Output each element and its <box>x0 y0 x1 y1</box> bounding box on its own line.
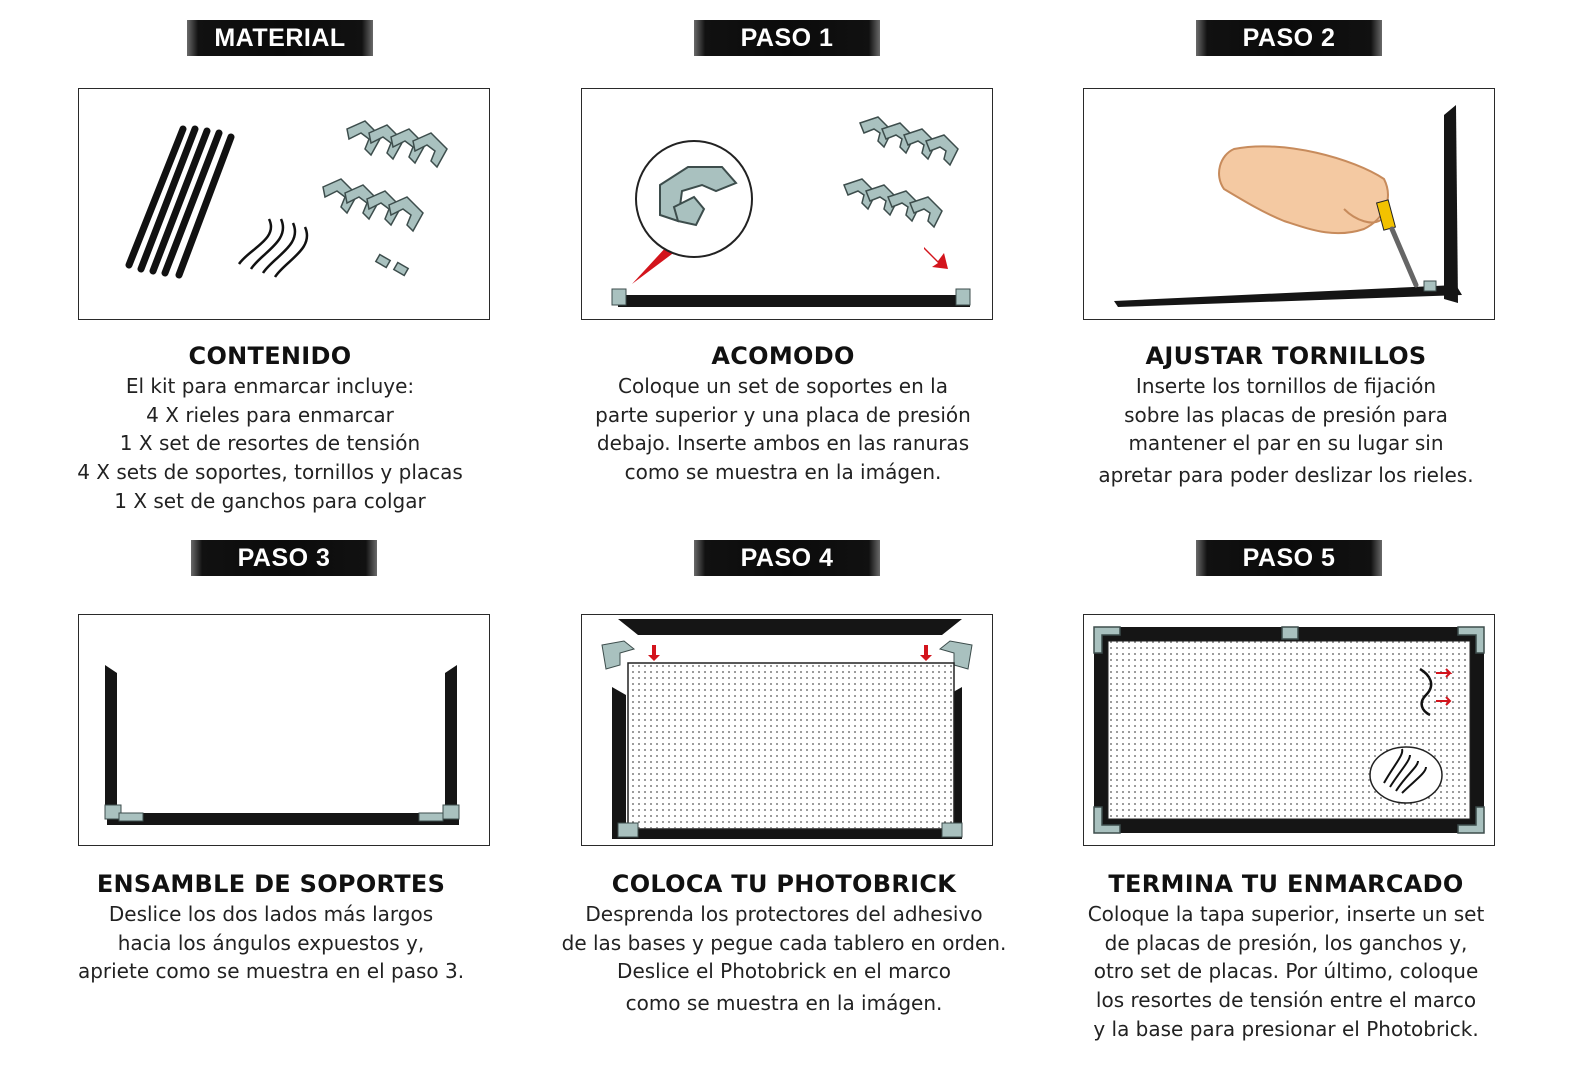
section-title: CONTENIDO <box>188 342 352 370</box>
description-line: Desprenda los protectores del adhesivo <box>585 902 983 926</box>
section-title: AJUSTAR TORNILLOS <box>1145 342 1427 370</box>
description-line: apriete como se muestra en el paso 3. <box>77 959 465 984</box>
section-badge: PASO 4 <box>694 540 880 576</box>
description-line: Coloque un set de soportes en la <box>618 374 948 398</box>
description-line: como se muestra en la imágen. <box>624 460 942 485</box>
illustration-panel <box>581 614 993 846</box>
description-line: parte superior y una placa de presión <box>595 402 971 427</box>
bracket-assembly-illustration <box>79 615 489 845</box>
description-line: Deslice los dos lados más largos <box>108 902 434 926</box>
illustration-panel <box>78 614 490 846</box>
section-badge: PASO 1 <box>694 20 880 56</box>
description-line: otro set de placas. Por último, coloque <box>1093 959 1479 984</box>
description-line: 1 X set de ganchos para colgar <box>114 488 426 513</box>
section-description <box>533 900 1035 1018</box>
description-line: El kit para enmarcar incluye: <box>125 374 415 398</box>
placement-illustration <box>582 89 992 319</box>
screwdriver-illustration <box>1084 89 1494 319</box>
finished-frame-illustration <box>1084 615 1494 845</box>
illustration-panel <box>1083 88 1495 320</box>
illustration-panel <box>1083 614 1495 846</box>
section-description <box>533 372 1033 487</box>
description-line: los resortes de tensión entre el marco <box>1095 988 1477 1013</box>
description-line: debajo. Inserte ambos en las ranuras <box>596 431 970 456</box>
section-description <box>1036 900 1536 1044</box>
section-title: ENSAMBLE DE SOPORTES <box>96 870 446 898</box>
section-description <box>1036 372 1536 490</box>
description-line: 4 X rieles para enmarcar <box>146 402 394 427</box>
photobrick-placement-illustration <box>582 615 992 845</box>
description-line: 1 X set de resortes de tensión <box>119 431 421 456</box>
section-description <box>30 372 510 516</box>
illustration-panel <box>581 88 993 320</box>
description-line: de las bases y pegue cada tablero en orden. <box>561 930 1007 955</box>
section-description <box>30 900 512 986</box>
kit-contents-illustration <box>79 89 489 319</box>
section-badge: PASO 5 <box>1196 540 1382 576</box>
description-line: como se muestra en la imágen. <box>625 991 943 1016</box>
description-line: y la base para presionar el Photobrick. <box>1093 1016 1479 1041</box>
section-title: TERMINA TU ENMARCADO <box>1108 870 1464 898</box>
description-line: Coloque la tapa superior, inserte un set <box>1087 902 1485 926</box>
description-line: sobre las placas de presión para <box>1124 402 1448 427</box>
description-line: Deslice el Photobrick en el marco <box>617 959 951 984</box>
section-badge: MATERIAL <box>187 20 373 56</box>
section-title: ACOMODO <box>711 342 855 370</box>
description-line: 4 X sets de soportes, tornillos y placas <box>77 460 463 485</box>
description-line: de placas de presión, los ganchos y, <box>1104 930 1468 955</box>
description-line: apretar para poder deslizar los rieles. <box>1098 463 1474 488</box>
description-line: mantener el par en su lugar sin <box>1128 431 1444 456</box>
section-title: COLOCA TU PHOTOBRICK <box>611 870 957 898</box>
section-badge: PASO 3 <box>191 540 377 576</box>
description-line: Inserte los tornillos de fijación <box>1135 374 1437 398</box>
section-badge: PASO 2 <box>1196 20 1382 56</box>
illustration-panel <box>78 88 490 320</box>
description-line: hacia los ángulos expuestos y, <box>117 930 425 955</box>
